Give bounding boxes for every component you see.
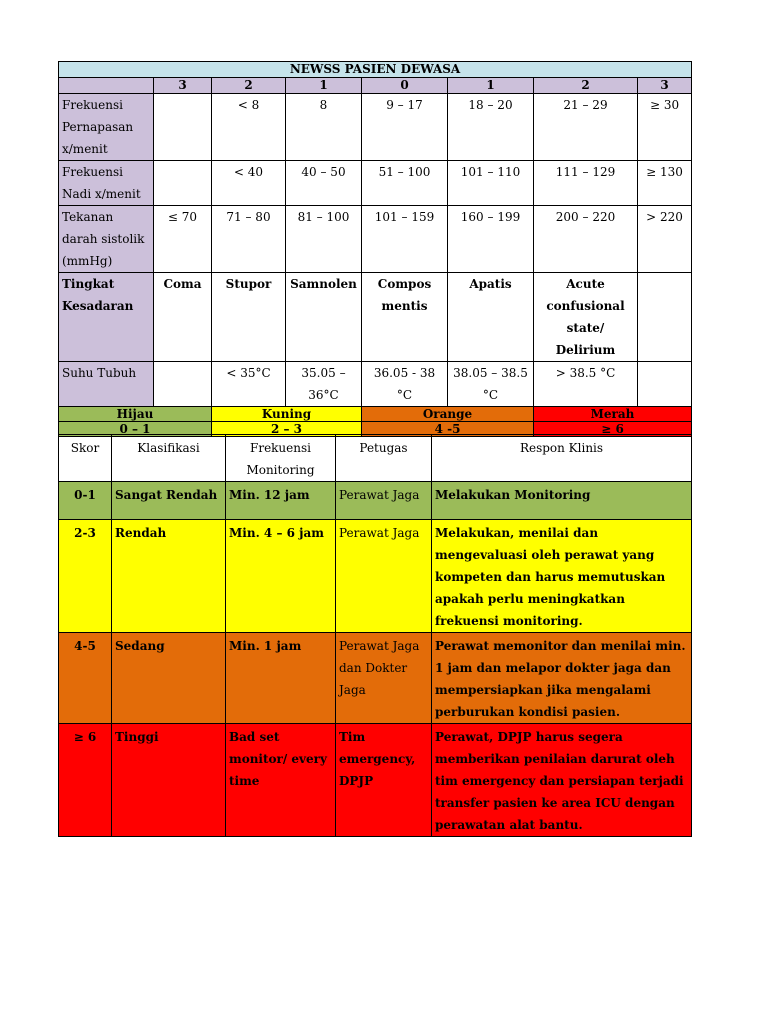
- param-row-suhu: [59, 362, 692, 407]
- param-cell: 71 – 80: [212, 206, 286, 273]
- frekuensi-cell: Min. 1 jam: [226, 633, 336, 724]
- param-cell: ≥ 30: [638, 94, 692, 161]
- param-row-tekanan-darah: [59, 206, 692, 273]
- param-cell: > 220: [638, 206, 692, 273]
- param-cell: Stupor: [212, 273, 286, 362]
- frekuensi-cell: Min. 4 – 6 jam: [226, 520, 336, 633]
- score-header: 3: [154, 78, 212, 94]
- param-label: Frekuensi Pernapasan x/menit: [59, 94, 154, 161]
- param-cell: Compos mentis: [362, 273, 448, 362]
- header-respon: Respon Klinis: [432, 435, 692, 482]
- response-row-4-5: [59, 633, 692, 724]
- news-title: NEWSS PASIEN DEWASA: [59, 62, 692, 78]
- param-cell: Samnolen: [286, 273, 362, 362]
- score-header: 1: [448, 78, 534, 94]
- respon-cell: Melakukan, menilai dan mengevaluasi oleh perawat yang kompeten dan harus memutuskan apakah perlu meningkatkan frekuensi monitoring.: [432, 520, 692, 633]
- param-cell: [154, 161, 212, 206]
- score-header: 3: [638, 78, 692, 94]
- param-cell: 18 – 20: [448, 94, 534, 161]
- response-header-row: [59, 435, 692, 482]
- news-score-table: [58, 61, 692, 437]
- param-cell: 111 – 129: [534, 161, 638, 206]
- petugas-cell: Perawat Jaga: [336, 482, 432, 520]
- score-header-blank: [59, 78, 154, 94]
- header-klasifikasi: Klasifikasi: [112, 435, 226, 482]
- param-cell: < 40: [212, 161, 286, 206]
- param-cell: 101 – 159: [362, 206, 448, 273]
- legend-orange-range: 4 -5: [362, 422, 534, 437]
- petugas-cell: Perawat Jaga dan Dokter Jaga: [336, 633, 432, 724]
- param-cell: ≤ 70: [154, 206, 212, 273]
- param-cell: 38.05 – 38.5 °C: [448, 362, 534, 407]
- score-header: 2: [534, 78, 638, 94]
- petugas-cell: Tim emergency, DPJP: [336, 724, 432, 837]
- param-cell: Coma: [154, 273, 212, 362]
- respon-cell: Melakukan Monitoring: [432, 482, 692, 520]
- param-cell: 8: [286, 94, 362, 161]
- legend-label-row: [59, 407, 692, 422]
- param-cell: 21 – 29: [534, 94, 638, 161]
- header-petugas: Petugas: [336, 435, 432, 482]
- skor-cell: ≥ 6: [59, 724, 112, 837]
- param-cell: [638, 273, 692, 362]
- param-cell: 160 – 199: [448, 206, 534, 273]
- klasifikasi-cell: Sedang: [112, 633, 226, 724]
- header-frekuensi: Frekuensi Monitoring: [226, 435, 336, 482]
- param-cell: > 38.5 °C: [534, 362, 638, 407]
- param-cell: ≥ 130: [638, 161, 692, 206]
- param-row-respirasi: [59, 94, 692, 161]
- respon-cell: Perawat, DPJP harus segera memberikan penilaian darurat oleh tim emergency dan persiapan terjadi transfer pasien ke area ICU dengan perawatan alat bantu.: [432, 724, 692, 837]
- frekuensi-cell: Bad set monitor/ every time: [226, 724, 336, 837]
- score-header: 1: [286, 78, 362, 94]
- param-cell: [154, 362, 212, 407]
- respon-cell: Perawat memonitor dan menilai min. 1 jam dan melapor dokter jaga dan mempersiapkan jika mengalami perburukan kondisi pasien.: [432, 633, 692, 724]
- klasifikasi-cell: Tinggi: [112, 724, 226, 837]
- legend-merah-range: ≥ 6: [534, 422, 692, 437]
- header-skor: Skor: [59, 435, 112, 482]
- param-label: Suhu Tubuh: [59, 362, 154, 407]
- param-row-nadi: [59, 161, 692, 206]
- response-row-0-1: [59, 482, 692, 520]
- param-cell: 9 – 17: [362, 94, 448, 161]
- param-label: Tekanan darah sistolik (mmHg): [59, 206, 154, 273]
- legend-hijau-label: Hijau: [59, 407, 212, 422]
- klasifikasi-cell: Sangat Rendah: [112, 482, 226, 520]
- frekuensi-cell: Min. 12 jam: [226, 482, 336, 520]
- response-row-2-3: [59, 520, 692, 633]
- param-cell: [154, 94, 212, 161]
- param-cell: < 35°C: [212, 362, 286, 407]
- param-cell: 200 – 220: [534, 206, 638, 273]
- klasifikasi-cell: Rendah: [112, 520, 226, 633]
- param-cell: < 8: [212, 94, 286, 161]
- score-header: 0: [362, 78, 448, 94]
- param-cell: Apatis: [448, 273, 534, 362]
- response-row-6-plus: [59, 724, 692, 837]
- legend-kuning-range: 2 – 3: [212, 422, 362, 437]
- param-cell: 36.05 - 38 °C: [362, 362, 448, 407]
- score-header: 2: [212, 78, 286, 94]
- param-cell: 40 – 50: [286, 161, 362, 206]
- param-cell: [638, 362, 692, 407]
- skor-cell: 2-3: [59, 520, 112, 633]
- legend-merah-label: Merah: [534, 407, 692, 422]
- param-label: Tingkat Kesadaran: [59, 273, 154, 362]
- legend-hijau-range: 0 – 1: [59, 422, 212, 437]
- param-cell: 35.05 – 36°C: [286, 362, 362, 407]
- param-row-kesadaran: [59, 273, 692, 362]
- skor-cell: 4-5: [59, 633, 112, 724]
- param-cell: 51 – 100: [362, 161, 448, 206]
- param-cell: 81 – 100: [286, 206, 362, 273]
- param-cell: 101 – 110: [448, 161, 534, 206]
- legend-orange-label: Orange: [362, 407, 534, 422]
- skor-cell: 0-1: [59, 482, 112, 520]
- clinical-response-table: [58, 434, 692, 837]
- param-label: Frekuensi Nadi x/menit: [59, 161, 154, 206]
- petugas-cell: Perawat Jaga: [336, 520, 432, 633]
- param-cell: Acute confusional state/ Delirium: [534, 273, 638, 362]
- legend-kuning-label: Kuning: [212, 407, 362, 422]
